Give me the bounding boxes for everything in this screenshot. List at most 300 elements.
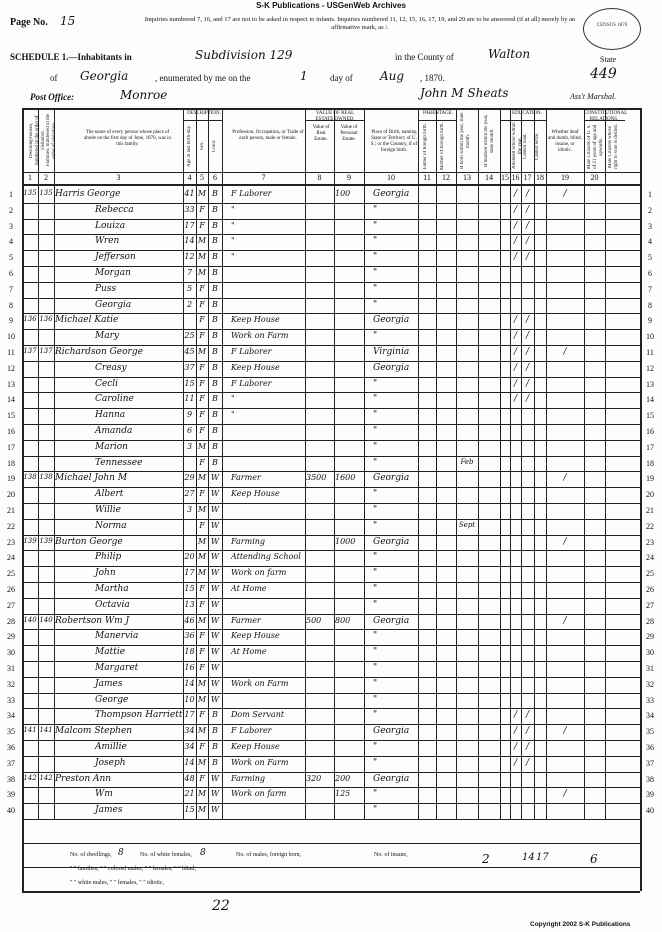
cannot-read-cell: / bbox=[513, 220, 518, 231]
person-name: Preston Ann bbox=[55, 773, 112, 784]
person-name: Mary bbox=[95, 331, 119, 342]
month-value: Aug bbox=[380, 69, 405, 83]
row-number-left: 10 bbox=[7, 332, 15, 342]
row-number-right: 35 bbox=[646, 727, 654, 737]
occupation-cell: Dom Servant bbox=[231, 710, 285, 720]
color-cell: B bbox=[212, 378, 218, 388]
occupation-cell: " bbox=[231, 204, 235, 214]
column-number: 15 bbox=[501, 173, 509, 182]
sex-cell: F bbox=[199, 220, 205, 230]
column-line bbox=[605, 108, 606, 819]
row-number-left: 6 bbox=[9, 269, 13, 278]
family-number: 138 bbox=[39, 473, 53, 482]
age-cell: 15 bbox=[184, 584, 195, 593]
occupation-cell: " bbox=[231, 394, 235, 404]
occupation-cell: F Laborer bbox=[231, 726, 272, 736]
sex-cell: M bbox=[197, 552, 207, 562]
row-number-right: 39 bbox=[646, 790, 654, 800]
row-number-left: 12 bbox=[7, 363, 15, 373]
personal-estate-cell: 1000 bbox=[335, 536, 356, 546]
header-c13: If born within the year, state month. bbox=[460, 112, 471, 170]
of-label: of bbox=[50, 73, 58, 83]
occupation-cell: " bbox=[231, 220, 235, 230]
person-name: Mattie bbox=[95, 647, 126, 658]
header-c20: Male Citizens whose right to vote is denied. bbox=[608, 124, 619, 170]
male-citizen-cell: / bbox=[563, 536, 567, 547]
row-line bbox=[22, 772, 640, 773]
row-line bbox=[22, 598, 640, 599]
birthplace-cell: " bbox=[373, 631, 378, 642]
dwelling-number: 135 bbox=[23, 189, 37, 197]
row-line bbox=[22, 724, 640, 725]
sex-cell: F bbox=[199, 299, 205, 309]
color-cell: B bbox=[212, 362, 218, 372]
color-cell: W bbox=[210, 536, 220, 546]
person-name: Cecli bbox=[95, 378, 119, 389]
occupation-cell: At Home bbox=[231, 584, 267, 593]
header-c1: Dwelling-houses, numbered in the order of visitation. bbox=[29, 115, 46, 165]
person-name: George bbox=[95, 694, 129, 705]
cannot-read-cell: / bbox=[513, 378, 518, 389]
row-line bbox=[22, 471, 640, 472]
footer-col13-total: 2 bbox=[482, 852, 490, 866]
person-name: Hanna bbox=[95, 410, 126, 421]
color-cell: W bbox=[210, 773, 220, 783]
birthplace-cell: Georgia bbox=[373, 615, 410, 626]
column-line bbox=[478, 108, 479, 819]
row-line bbox=[22, 803, 640, 804]
post-office-label: Post Office: bbox=[30, 92, 75, 102]
sex-cell: F bbox=[199, 315, 205, 325]
sex-cell: F bbox=[199, 710, 205, 720]
row-number-left: 4 bbox=[9, 237, 13, 247]
color-cell: B bbox=[212, 299, 218, 309]
birthplace-cell: " bbox=[373, 236, 378, 247]
occupation-cell: Work on Farm bbox=[231, 331, 289, 341]
cannot-write-cell: / bbox=[525, 726, 530, 737]
header-c2: Families, numbered in the order of visitation. bbox=[46, 113, 57, 167]
person-name: Jefferson bbox=[95, 252, 136, 263]
age-cell: 15 bbox=[184, 378, 195, 388]
birthplace-cell: " bbox=[373, 378, 378, 389]
row-number-right: 21 bbox=[646, 506, 654, 515]
header-c16: Cannot read. bbox=[523, 133, 528, 159]
row-line bbox=[22, 535, 640, 536]
real-estate-cell: 3500 bbox=[306, 473, 327, 483]
occupation-cell: Keep House bbox=[231, 631, 280, 641]
row-line bbox=[22, 313, 640, 314]
header-description: DESCRIPTION. bbox=[187, 111, 221, 116]
header-c19: Male Citizens of U. S. of 21 years of age and upwards. bbox=[587, 124, 604, 170]
sex-cell: M bbox=[197, 789, 207, 799]
header-c6: Color. bbox=[212, 139, 217, 153]
cannot-read-cell: / bbox=[513, 742, 518, 752]
column-number: 11 bbox=[423, 173, 431, 182]
sex-cell: M bbox=[197, 236, 207, 246]
color-cell: B bbox=[212, 283, 218, 293]
state-label: State bbox=[600, 55, 616, 64]
occupation-cell: Keep House bbox=[231, 362, 280, 372]
column-number: 17 bbox=[523, 173, 532, 182]
row-number-left: 29 bbox=[7, 632, 15, 642]
row-number-left: 17 bbox=[7, 442, 15, 452]
row-number-right: 10 bbox=[646, 332, 654, 342]
desc-sub-line bbox=[183, 120, 222, 121]
age-cell: 11 bbox=[184, 394, 195, 404]
row-number-left: 40 bbox=[7, 806, 15, 816]
occupation-cell: At Home bbox=[231, 647, 267, 657]
row-number-right: 11 bbox=[646, 348, 654, 357]
occupation-cell: Farming bbox=[231, 773, 266, 783]
sex-cell: F bbox=[199, 362, 205, 372]
age-cell: 15 bbox=[184, 805, 195, 815]
table-right-border bbox=[640, 108, 642, 891]
birthplace-cell: " bbox=[373, 252, 378, 263]
row-number-right: 14 bbox=[646, 395, 654, 405]
row-line bbox=[22, 819, 640, 820]
color-cell: B bbox=[212, 268, 218, 277]
occupation-cell: " bbox=[231, 410, 235, 420]
footer-white-females-value: 8 bbox=[200, 848, 206, 858]
sex-cell: F bbox=[199, 394, 205, 404]
person-name: Albert bbox=[95, 489, 124, 500]
person-name: Michael John M bbox=[55, 473, 128, 484]
header-parentage: PARENTAGE. bbox=[422, 111, 454, 116]
row-number-left: 27 bbox=[7, 600, 15, 610]
cannot-write-cell: / bbox=[525, 204, 530, 215]
row-number-left: 11 bbox=[7, 348, 15, 357]
person-name: Michael Katie bbox=[55, 315, 119, 326]
cannot-write-cell: / bbox=[525, 331, 530, 342]
footer-line bbox=[22, 843, 640, 844]
row-number-left: 7 bbox=[9, 284, 13, 294]
row-line bbox=[22, 377, 640, 378]
row-number-right: 38 bbox=[646, 774, 654, 784]
header-c11: Father of foreign birth. bbox=[423, 123, 428, 169]
birthplace-cell: Georgia bbox=[373, 362, 410, 373]
sex-cell: F bbox=[199, 631, 205, 641]
column-line bbox=[436, 108, 437, 819]
county-value: Walton bbox=[488, 47, 531, 61]
column-number: 3 bbox=[116, 173, 121, 182]
header-c18: Whether deaf and dumb, blind, insane, or idiotic. bbox=[548, 130, 582, 153]
person-name: Philip bbox=[95, 552, 122, 563]
birthplace-cell: " bbox=[373, 694, 378, 705]
header-c17: Cannot write. bbox=[535, 132, 540, 160]
row-number-right: 28 bbox=[646, 616, 654, 626]
age-cell: 10 bbox=[184, 694, 195, 704]
cannot-read-cell: / bbox=[513, 394, 518, 405]
row-line bbox=[22, 234, 640, 235]
post-office-value: Monroe bbox=[120, 88, 168, 102]
row-number-right: 36 bbox=[646, 743, 654, 752]
male-citizen-cell: / bbox=[563, 347, 567, 357]
cannot-write-cell: / bbox=[525, 347, 530, 357]
person-name: Marion bbox=[95, 441, 128, 452]
age-cell: 20 bbox=[184, 552, 195, 562]
row-number-left: 8 bbox=[9, 300, 13, 310]
personal-estate-cell: 200 bbox=[335, 773, 351, 783]
dwelling-number: 138 bbox=[23, 473, 37, 482]
row-number-right: 22 bbox=[646, 521, 654, 531]
dwelling-number: 142 bbox=[23, 773, 37, 782]
birthplace-cell: " bbox=[373, 204, 378, 215]
row-line bbox=[22, 677, 640, 678]
row-line bbox=[22, 440, 640, 441]
age-cell: 21 bbox=[184, 789, 195, 799]
row-number-left: 25 bbox=[7, 569, 15, 579]
row-number-left: 21 bbox=[7, 506, 15, 515]
row-line bbox=[22, 408, 640, 409]
occupation-cell: Keep House bbox=[231, 742, 280, 751]
header-c14: If married within the year, state month. bbox=[484, 114, 495, 168]
row-number-right: 20 bbox=[646, 490, 654, 500]
cannot-read-cell: / bbox=[513, 252, 518, 263]
color-cell: W bbox=[210, 599, 220, 609]
sex-cell: F bbox=[199, 663, 205, 672]
row-number-right: 24 bbox=[646, 553, 654, 563]
cannot-write-cell: / bbox=[525, 394, 530, 405]
row-number-left: 2 bbox=[9, 205, 13, 215]
row-number-left: 38 bbox=[7, 774, 15, 784]
color-cell: W bbox=[210, 647, 220, 657]
cannot-read-cell: / bbox=[513, 204, 518, 215]
row-number-left: 19 bbox=[7, 474, 15, 484]
footer-dwellings-label: No. of dwellings, bbox=[70, 852, 112, 858]
column-number: 1 bbox=[28, 173, 32, 182]
cannot-read-cell: / bbox=[513, 347, 518, 357]
cannot-read-cell: / bbox=[513, 315, 518, 326]
birthplace-cell: " bbox=[373, 789, 378, 800]
age-cell: 13 bbox=[184, 599, 195, 609]
row-number-left: 39 bbox=[7, 790, 15, 800]
person-name: Morgan bbox=[95, 268, 131, 278]
occupation-cell: Keep House bbox=[231, 315, 280, 325]
instructions-notice: Inquiries numbered 7, 16, and 17 are not to be asked in respect to infants. Inquiries numbered 11, 12, 15, 16, 17, 19, and 20 are to be answered (if at all) merely by an affirmative mark, as /. bbox=[144, 16, 576, 31]
family-number: 135 bbox=[39, 189, 53, 197]
color-cell: W bbox=[210, 789, 220, 799]
sex-cell: F bbox=[199, 204, 205, 214]
row-line bbox=[22, 693, 640, 694]
occupation-cell: Work on farm bbox=[231, 568, 287, 578]
header-c4: Age at last birth-day. bbox=[187, 125, 192, 167]
row-number-left: 5 bbox=[9, 253, 13, 263]
footer-col19-total: 6 bbox=[590, 852, 598, 866]
age-cell: 3 bbox=[186, 441, 193, 451]
family-number: 142 bbox=[39, 773, 53, 782]
age-cell: 36 bbox=[184, 631, 195, 641]
sheet-number: 449 bbox=[590, 66, 617, 82]
personal-estate-cell: 1600 bbox=[335, 473, 356, 483]
header-value: VALUE OF REAL ESTATE OWNED. bbox=[315, 111, 355, 122]
person-name: Louiza bbox=[95, 220, 126, 231]
copyright-notice: Copyright 2002 S-K Publications bbox=[530, 921, 631, 928]
person-name: Willie bbox=[95, 505, 121, 515]
day-value: 1 bbox=[300, 69, 308, 83]
person-name: Puss bbox=[95, 283, 117, 294]
age-cell: 3 bbox=[186, 505, 193, 514]
row-line bbox=[22, 582, 640, 583]
sex-cell: M bbox=[197, 505, 207, 514]
person-name: Tennessee bbox=[95, 457, 143, 468]
person-name: Richardson George bbox=[55, 347, 143, 357]
birthplace-cell: Georgia bbox=[373, 536, 410, 547]
row-number-right: 25 bbox=[646, 569, 654, 579]
occupation-cell: Farmer bbox=[231, 615, 261, 625]
color-cell: W bbox=[210, 615, 220, 625]
age-cell: 17 bbox=[184, 710, 195, 720]
column-number: 9 bbox=[347, 173, 351, 182]
cannot-write-cell: / bbox=[525, 315, 530, 326]
footer-foreign-males-label: No. of males, foreign born, bbox=[236, 852, 302, 858]
row-line bbox=[22, 629, 640, 630]
cannot-read-cell: / bbox=[513, 726, 518, 737]
sex-cell: F bbox=[199, 742, 205, 751]
row-number-right: 5 bbox=[648, 253, 652, 263]
birthplace-cell: " bbox=[373, 505, 378, 515]
birthplace-cell: " bbox=[373, 457, 378, 468]
person-name: Margaret bbox=[95, 663, 139, 673]
real-estate-cell: 500 bbox=[306, 615, 322, 625]
age-cell: 16 bbox=[184, 663, 195, 672]
row-number-right: 2 bbox=[648, 205, 652, 215]
personal-estate-cell: 100 bbox=[335, 189, 351, 198]
row-number-right: 19 bbox=[646, 474, 654, 484]
column-number: 19 bbox=[561, 173, 569, 182]
row-number-right: 23 bbox=[646, 537, 654, 547]
color-cell: B bbox=[212, 710, 218, 720]
row-number-left: 28 bbox=[7, 616, 15, 626]
footer-handwritten-number: 22 bbox=[212, 898, 230, 914]
color-cell: B bbox=[212, 331, 218, 341]
age-cell: 45 bbox=[184, 347, 195, 356]
birthplace-cell: " bbox=[373, 268, 378, 278]
person-name: Amanda bbox=[95, 426, 133, 436]
cannot-write-cell: / bbox=[525, 757, 530, 768]
cannot-read-cell: / bbox=[513, 236, 518, 247]
column-number: 7 bbox=[261, 173, 266, 182]
person-name: Thompson Harriett bbox=[95, 710, 183, 721]
birthplace-cell: Virginia bbox=[373, 347, 410, 357]
occupation-cell: F Laborer bbox=[231, 347, 272, 356]
sex-cell: F bbox=[199, 489, 205, 499]
birthplace-cell: " bbox=[373, 647, 378, 658]
row-line bbox=[22, 661, 640, 662]
row-number-right: 13 bbox=[646, 379, 654, 389]
dwelling-number: 141 bbox=[23, 726, 37, 735]
family-number: 136 bbox=[39, 315, 53, 324]
person-name: James bbox=[95, 678, 123, 689]
row-number-left: 14 bbox=[7, 395, 15, 405]
cannot-read-cell: / bbox=[513, 710, 518, 721]
table-top-border bbox=[22, 108, 640, 110]
row-number-right: 27 bbox=[646, 600, 654, 610]
birthplace-cell: " bbox=[373, 552, 378, 563]
person-name: Manervia bbox=[95, 631, 139, 642]
male-citizen-cell: / bbox=[563, 189, 567, 199]
row-line bbox=[22, 392, 640, 393]
birthplace-cell: " bbox=[373, 410, 378, 421]
occupation-cell: Farmer bbox=[231, 473, 261, 483]
born-within-year-cell: Sept bbox=[458, 520, 476, 529]
person-name: Caroline bbox=[95, 394, 134, 405]
birthplace-cell: " bbox=[373, 283, 378, 294]
age-cell: 12 bbox=[184, 252, 195, 262]
birthplace-cell: " bbox=[373, 599, 378, 610]
person-name: Joseph bbox=[95, 757, 126, 768]
row-number-right: 7 bbox=[648, 284, 652, 294]
column-number: 10 bbox=[387, 173, 395, 182]
row-number-right: 17 bbox=[646, 442, 654, 452]
sex-cell: M bbox=[197, 757, 207, 767]
color-cell: B bbox=[212, 757, 218, 767]
column-number: 12 bbox=[442, 173, 450, 182]
age-cell: 7 bbox=[186, 268, 193, 277]
number-row-line bbox=[22, 184, 640, 186]
marshal-name: John M Sheats bbox=[420, 86, 509, 100]
row-line bbox=[22, 740, 640, 741]
row-line bbox=[22, 645, 640, 646]
header-c10: Place of Birth, naming State or Territory of U. S.; or the Country, if of foreign birth. bbox=[370, 130, 418, 153]
color-cell: B bbox=[212, 220, 218, 230]
sex-cell: F bbox=[199, 283, 205, 293]
cannot-read-cell: / bbox=[513, 362, 518, 373]
row-number-right: 1 bbox=[648, 190, 652, 199]
color-cell: B bbox=[212, 236, 218, 246]
age-cell: 9 bbox=[186, 410, 193, 420]
birthplace-cell: " bbox=[373, 757, 378, 768]
row-line bbox=[22, 219, 640, 220]
birthplace-cell: " bbox=[373, 394, 378, 405]
birthplace-cell: " bbox=[373, 678, 378, 689]
person-name: Georgia bbox=[95, 299, 132, 310]
age-cell: 33 bbox=[184, 204, 195, 214]
row-number-left: 30 bbox=[7, 648, 15, 658]
row-number-left: 23 bbox=[7, 537, 15, 547]
sex-cell: F bbox=[199, 331, 205, 341]
birthplace-cell: " bbox=[373, 568, 378, 579]
row-number-left: 22 bbox=[7, 521, 15, 531]
row-number-right: 12 bbox=[646, 363, 654, 373]
row-line bbox=[22, 361, 640, 362]
birthplace-cell: Georgia bbox=[373, 726, 410, 737]
occupation-cell: " bbox=[231, 236, 235, 246]
color-cell: W bbox=[210, 552, 220, 562]
header-c3: The name of every person whose place of abode on the first day of June, 1870, was in this family. bbox=[83, 130, 172, 147]
age-cell: 41 bbox=[184, 189, 195, 198]
cannot-write-cell: / bbox=[525, 710, 530, 721]
family-number: 140 bbox=[39, 615, 53, 624]
row-number-right: 9 bbox=[648, 316, 652, 326]
footer-dwellings-value: 8 bbox=[118, 848, 124, 858]
row-number-left: 31 bbox=[7, 664, 15, 673]
row-number-right: 34 bbox=[646, 711, 654, 721]
column-line bbox=[534, 108, 535, 819]
page-no-label: Page No. bbox=[10, 17, 48, 28]
color-cell: B bbox=[212, 189, 218, 198]
age-cell: 6 bbox=[186, 426, 193, 435]
color-cell: W bbox=[210, 505, 220, 514]
age-cell: 34 bbox=[184, 742, 195, 751]
male-citizen-cell: / bbox=[563, 726, 567, 737]
column-line bbox=[38, 108, 39, 819]
occupation-cell: Work on Farm bbox=[231, 757, 289, 767]
age-cell: 37 bbox=[184, 362, 195, 372]
row-line bbox=[22, 424, 640, 425]
birthplace-cell: " bbox=[373, 489, 378, 500]
age-cell: 18 bbox=[184, 647, 195, 657]
family-number: 139 bbox=[39, 536, 53, 545]
